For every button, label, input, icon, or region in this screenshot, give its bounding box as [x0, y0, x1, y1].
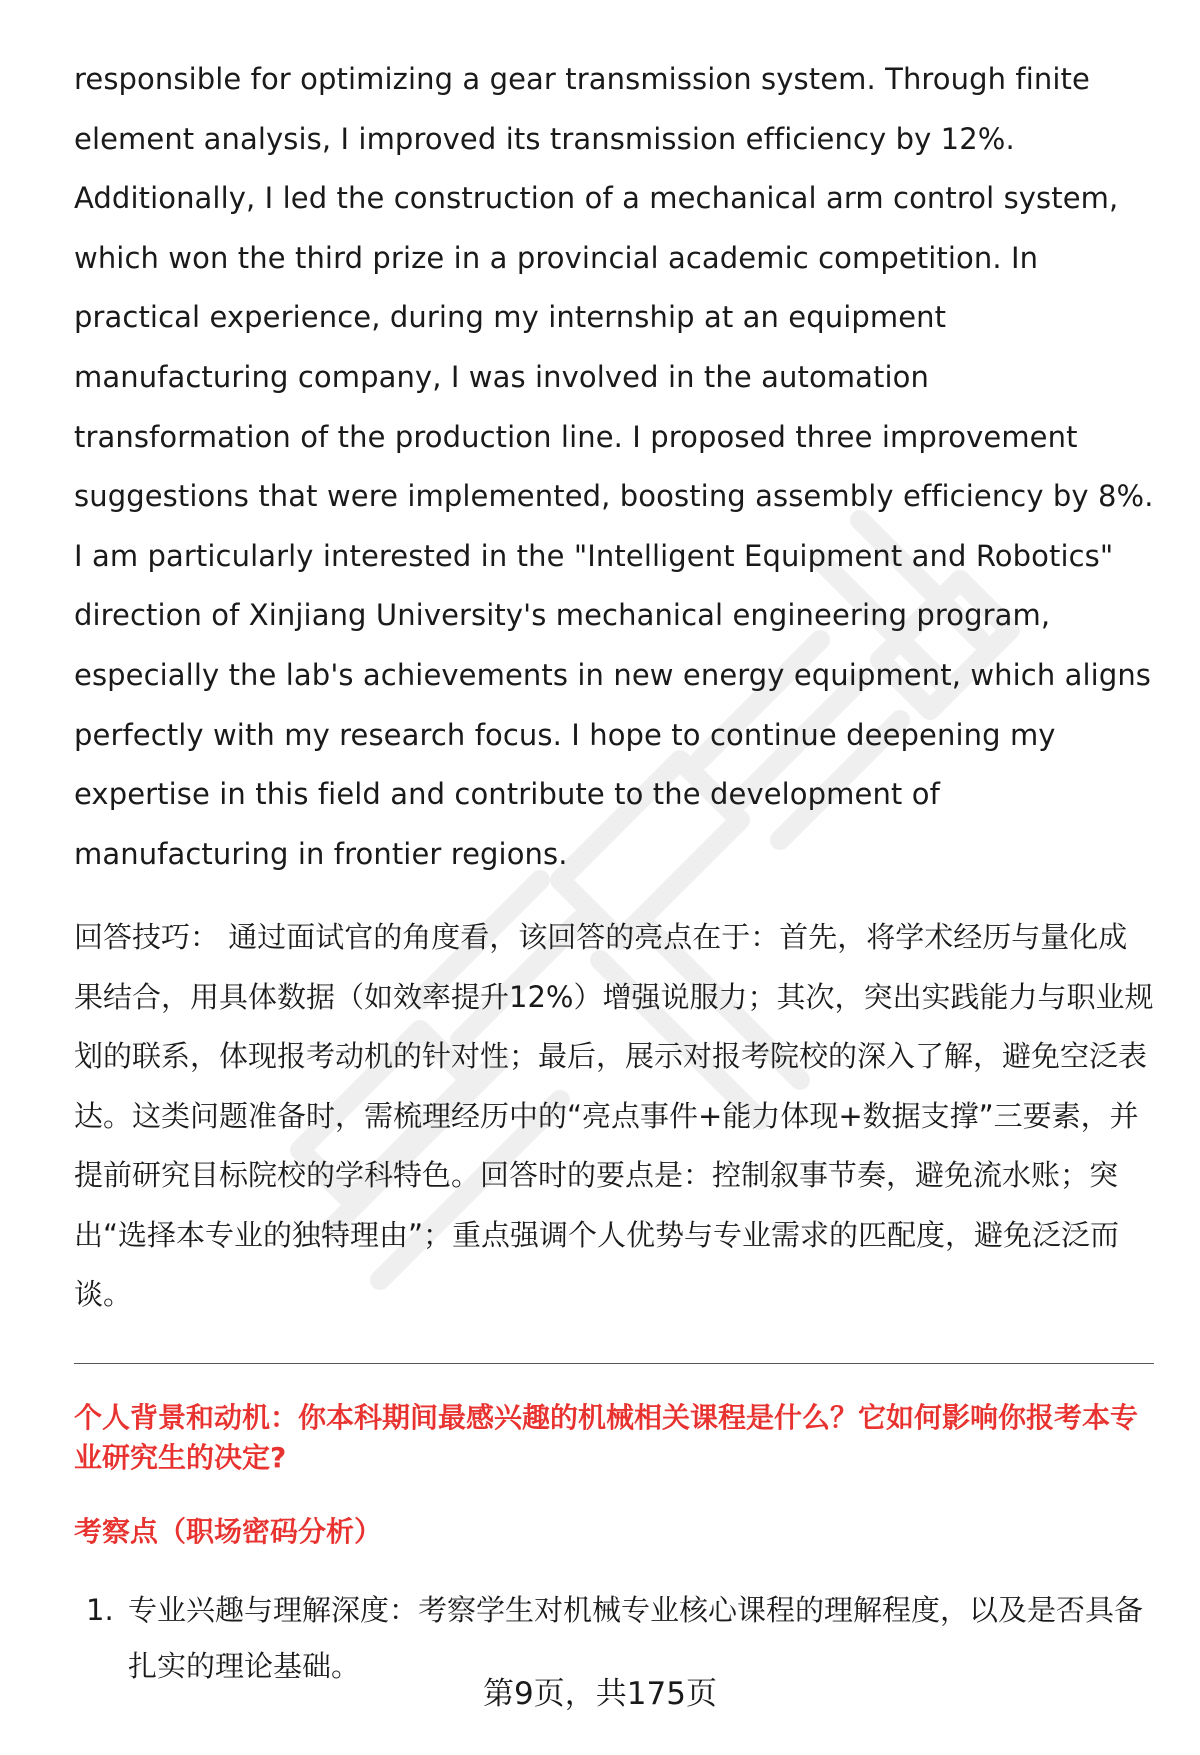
tips-text: 通过面试官的角度看，该回答的亮点在于：首先，将学术经历与量化成果结合，用具体数据（如效率提升12%）增强说服力；其次，突出实践能力与职业规划的联系，体现报考动机的针对性；最后，展示对报考院校的深入了解，避免空泛表达。这类问题准备时，需梳理经历中的“亮点事件+能力体现+数据支撑”三要素，并提前研究目标院校的学科特色。回答时的要点是：控制叙事节奏，避免流水账；突出“选择本专业的独特理由”；重点强调个人优势与专业需求的匹配度，避免泛泛而谈。 — [74, 920, 1154, 1312]
list-item-number: 1. — [86, 1592, 114, 1627]
list-item-text: 专业兴趣与理解深度：考察学生对机械专业核心课程的理解程度，以及是否具备扎实的理论基础。 — [128, 1592, 1144, 1683]
tips-label: 回答技巧： — [74, 920, 220, 955]
answer-tips — [74, 908, 1154, 1325]
page-content — [74, 50, 1154, 1694]
section-divider — [74, 1363, 1154, 1364]
page-footer: 第9页，共175页 — [483, 1676, 717, 1712]
section-title: 考察点（职场密码分析） — [74, 1514, 383, 1548]
answer-paragraph: responsible for optimizing a gear transmission system. Through finite element analysis, I improved its transmission efficiency by 12%. Additionally, I led the construction of a mechanical arm control system, which won the third prize in a provincial academic competition. In practical experience, during my internship at an equipment manufacturing company, I was involved in the automation transformation of the production line. I proposed three improvement suggestions that were implemented, boosting assembly efficiency by 8%. I am particularly interested in the "Intelligent Equipment and Robotics" direction of Xinjiang University's mechanical engineering program, especially the lab's achievements in new energy equipment, which aligns perfectly with my research focus. I hope to continue deepening my expertise in this field and contribute to the development of manufacturing in frontier regions. — [74, 62, 1154, 871]
question-heading: 个人背景和动机：你本科期间最感兴趣的机械相关课程是什么？它如何影响你报考本专业研究生的决定? — [74, 1400, 1139, 1474]
